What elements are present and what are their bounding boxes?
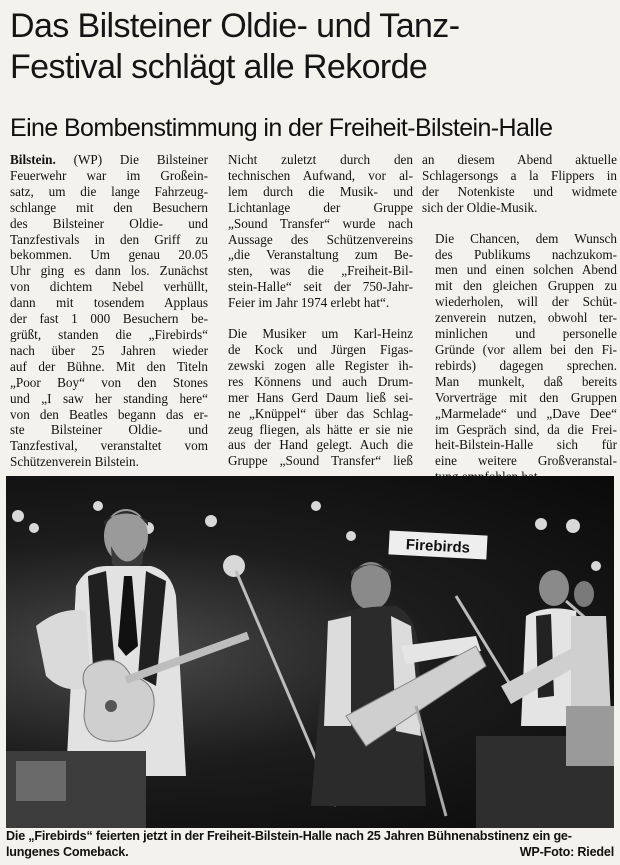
concert-photo	[6, 476, 614, 828]
text-line: dann mit tosendem Applaus	[10, 295, 208, 311]
banner-text: Firebirds	[405, 536, 471, 557]
text-line: lem durch die Musik- und	[228, 183, 413, 199]
photo-credit: WP-Foto: Riedel	[519, 845, 614, 859]
text-line: von den Beatles begann das er-	[10, 406, 208, 422]
text-line: Schützenverein Bilstein.	[10, 454, 139, 470]
headline	[10, 6, 615, 88]
text-line: an diesem Abend aktuelle	[422, 152, 617, 167]
text-line: Schlagersongs a la Flippers in	[422, 167, 617, 183]
paragraph-2	[215, 152, 413, 311]
caption-text: Die „Firebirds“ feierten jetzt in der Freiheit-Bilstein-Halle nach 25 Jahren Bühnenabstinenz ein ge-	[6, 829, 572, 843]
headline-line-1: Das Bilsteiner Oldie- und Tanz-	[10, 7, 460, 45]
subheadline: Eine Bombenstimmung in der Freiheit-Bilstein-Halle	[10, 114, 553, 142]
text-line: sich der Oldie-Musik.	[422, 199, 538, 215]
article-column-3	[422, 152, 617, 485]
text-line: im Gespräch sind, da die Frei-	[435, 421, 617, 437]
text-line: mer Hans Gerd Daum ließ sei-	[228, 389, 413, 405]
text-line: zewski zogen alle Register ih-	[228, 357, 413, 373]
paragraph-5	[422, 231, 617, 486]
text-line: stein-Halle“ seit der 750-Jahr-	[228, 279, 413, 295]
text-line: Die Chancen, dem Wunsch	[435, 230, 617, 246]
text-line: Vorverträge mit den Gruppen	[435, 389, 617, 405]
text-line: ste Bilsteiner Oldie- und	[10, 422, 208, 438]
text-line: Tanzfestivals in den Griff zu	[10, 231, 208, 247]
text-line: des Bilsteiner Oldie- und	[10, 215, 208, 231]
stage-lights	[12, 501, 601, 577]
text-line: res Könnens und auch Drum-	[228, 373, 413, 389]
paragraph-1	[10, 152, 208, 470]
text-line: „die Veranstaltung zum Be-	[228, 247, 413, 263]
headline-line-2: Festival schlägt alle Rekorde	[10, 48, 428, 86]
text-line: der fast 1 000 Besuchern be-	[10, 311, 208, 327]
text-line: Nicht zuletzt durch den	[228, 152, 413, 167]
text-line: auf der Bühne. Mit den Titeln	[10, 358, 208, 374]
text-line: Bilstein. (WP) Die Bilsteiner	[10, 152, 208, 167]
text-line: zenverein nutzen, obwohl ter-	[435, 310, 617, 326]
text-line: technischen Aufwand, vor al-	[228, 167, 413, 183]
text-line: wiederholen, will der Schüt-	[435, 294, 617, 310]
band-on-stage-illustration	[6, 476, 614, 828]
text-line: zeug fliegen, als hätte er sie nie	[228, 421, 413, 437]
text-line: des Publikums nachzukom-	[435, 246, 617, 262]
text-line: eine weitere Großveranstal-	[435, 453, 617, 469]
text-line: Aussage des Schützenvereins	[228, 231, 413, 247]
photo-caption	[6, 828, 614, 860]
text-line: Feier im Jahr 1974 erlebt hat“.	[228, 295, 390, 311]
text-line: Gruppe „Sound Transfer“ ließ	[228, 453, 413, 469]
text-line: Lichtanlage der Gruppe	[228, 199, 413, 215]
text-line: schlange mit den Besuchern	[10, 199, 208, 215]
article-column-2	[215, 152, 413, 469]
paragraph-3	[215, 326, 413, 469]
dateline: Bilstein.	[10, 152, 56, 167]
text-line: bekommen. Um genau 20.05	[10, 247, 208, 263]
text-line: von dichtem Nebel verhüllt,	[10, 279, 208, 295]
text-line: mit den gleichen Gruppen zu	[435, 278, 617, 294]
text-line: Gründe (vor allem bei den Fi-	[435, 341, 617, 357]
text-line: satz, um die lange Fahrzeug-	[10, 183, 208, 199]
article-column-1	[10, 152, 208, 470]
text-line: Tanzfestival, veranstaltet vom	[10, 438, 208, 454]
stage-banner	[388, 530, 487, 559]
text-line: heit-Bilstein-Halle sich für	[435, 437, 617, 453]
text-line: und „I saw her standing here“	[10, 390, 208, 406]
text-line: minlichen und personelle	[435, 326, 617, 342]
text-line: aus der Hand gelegt. Auch die	[228, 437, 413, 453]
text-line: nach über 25 Jahren wieder	[10, 342, 208, 358]
text-line: Uhr ging es dann los. Zunächst	[10, 263, 208, 279]
guitarist-right	[501, 570, 611, 726]
text-line: de Kock und Jürgen Figas-	[228, 341, 413, 357]
text-line: sten, was die „Freiheit-Bil-	[228, 263, 413, 279]
text-line: Die Musiker um Karl-Heinz	[228, 326, 413, 342]
text-line: Feuerwehr war im Großein-	[10, 167, 208, 183]
text-line: der Notenkiste und widmete	[422, 183, 617, 199]
text-line: men und einen solchen Abend	[435, 262, 617, 278]
text-line: „Poor Boy“ von den Stones	[10, 374, 208, 390]
text-line: grüßt, standen die „Firebirds“	[10, 326, 208, 342]
text-line: Man munkelt, daß bereits	[435, 373, 617, 389]
caption-text-continued: lungenes Comeback.	[6, 845, 129, 859]
text-line: „Marmelade“ und „Dave Dee“	[435, 405, 617, 421]
paragraph-4	[422, 152, 617, 216]
text-line: ne „Knüppel“ über das Schlag-	[228, 405, 413, 421]
text-line: rebirds) dagegen sprechen.	[435, 357, 617, 373]
text-line: „Sound Transfer“ wurde nach	[228, 215, 413, 231]
